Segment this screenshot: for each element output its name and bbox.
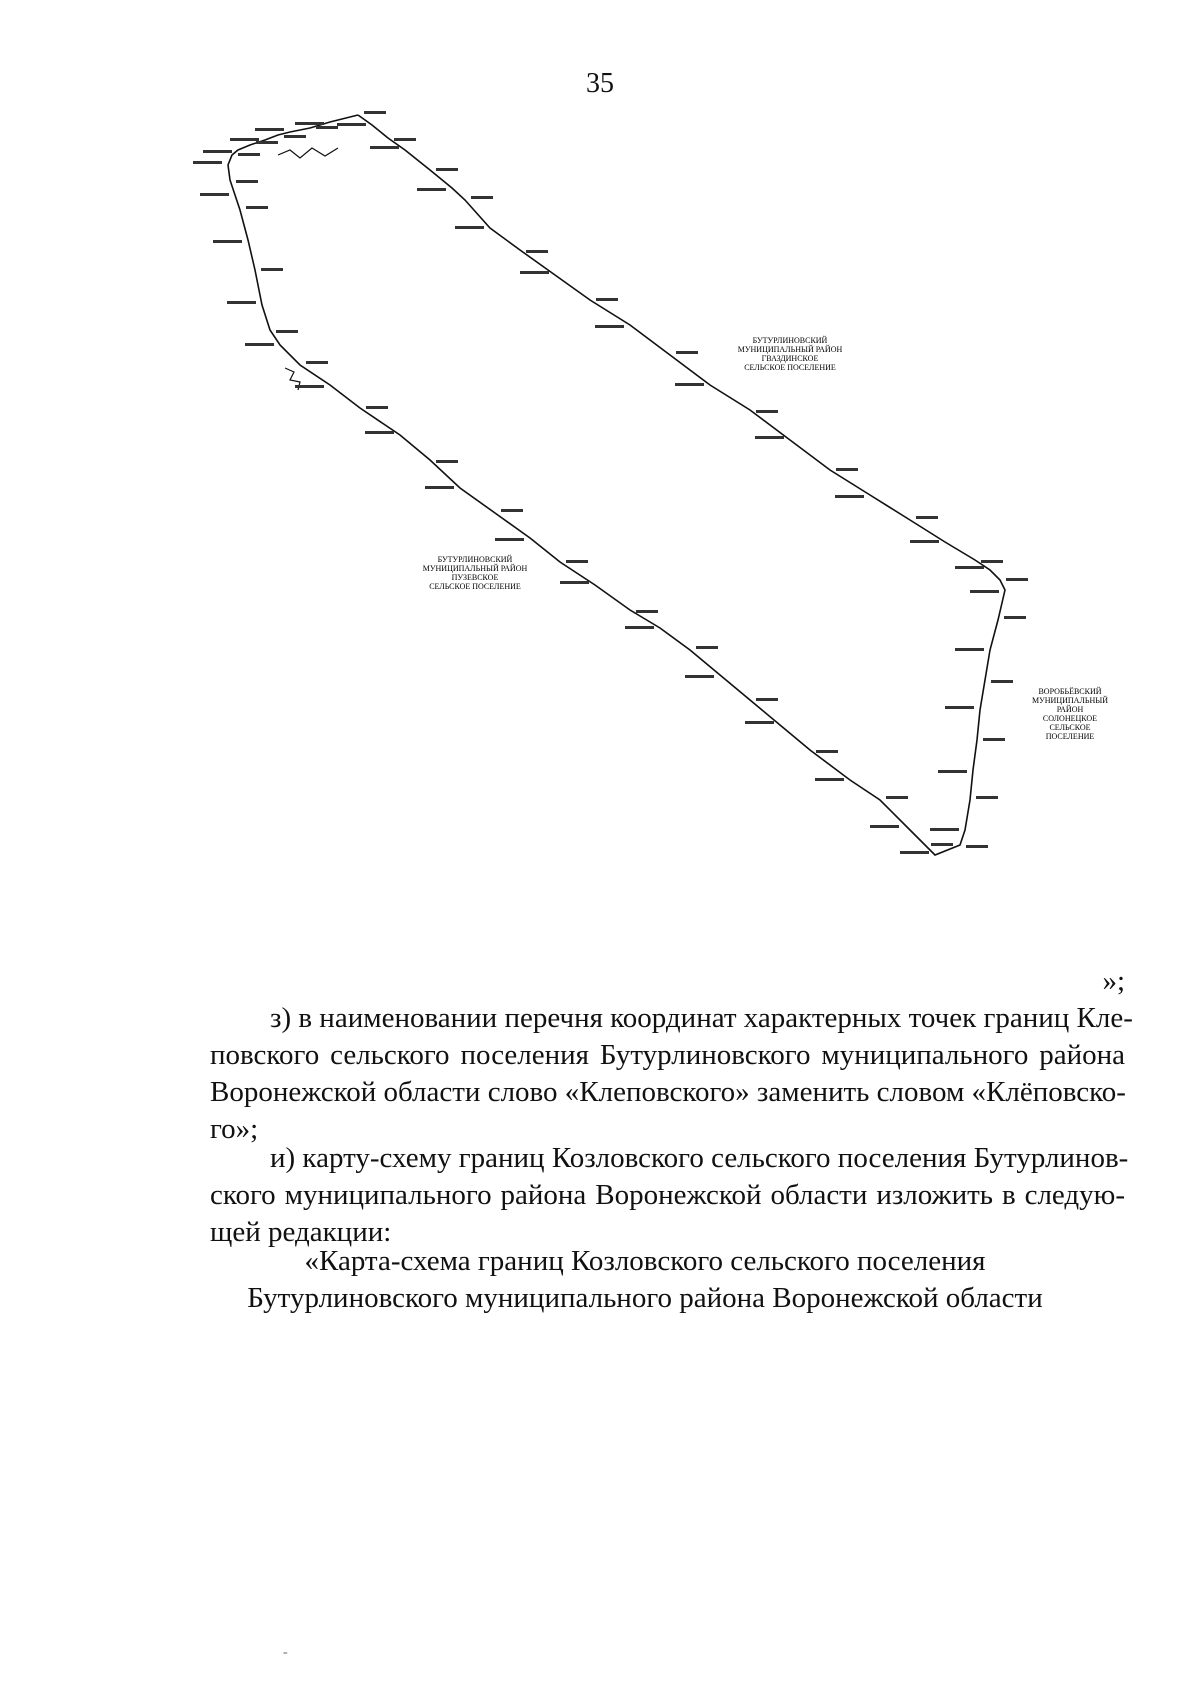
- boundary-zigzag: [278, 148, 338, 158]
- paragraph-line: Воронежской области слово «Клеповского» заменить словом «Клёповско-: [210, 1076, 1126, 1108]
- zone-label-line: СЕЛЬСКОЕ: [1049, 723, 1091, 732]
- point-label-mark: [566, 560, 588, 563]
- point-label-mark: [261, 268, 283, 271]
- zone-label-line: ГВАЗДИНСКОЕ: [761, 354, 819, 363]
- zone-label-line: СЕЛЬСКОЕ ПОСЕЛЕНИЕ: [429, 582, 521, 591]
- point-label-mark: [560, 581, 589, 584]
- point-label-mark: [755, 436, 784, 439]
- point-label-mark: [595, 325, 624, 328]
- point-label-mark: [213, 240, 242, 243]
- point-label-mark: [295, 385, 324, 388]
- closing-quote: »;: [1102, 965, 1125, 997]
- point-label-mark: [756, 698, 778, 701]
- zone-label-line: ПУЗЕВСКОЕ: [451, 573, 499, 582]
- point-label-mark: [306, 361, 328, 364]
- point-label-mark: [916, 516, 938, 519]
- point-label-mark: [636, 610, 658, 613]
- point-label-mark: [976, 796, 998, 799]
- point-label-mark: [745, 721, 774, 724]
- point-label-mark: [931, 843, 953, 846]
- point-label-mark: [337, 123, 366, 126]
- map-heading-line-1: «Карта-схема границ Козловского сельского поселения: [304, 1245, 986, 1277]
- point-label-mark: [596, 298, 618, 301]
- paragraph-line: и) карту-схему границ Козловского сельского поселения Бутурлинов-: [270, 1142, 1129, 1174]
- point-label-mark: [471, 196, 493, 199]
- point-label-mark: [193, 161, 222, 164]
- point-label-mark: [816, 750, 838, 753]
- paragraph-line: з) в наименовании перечня координат характерных точек границ Кле-: [270, 1002, 1133, 1034]
- point-label-mark: [696, 646, 718, 649]
- point-label-mark: [983, 738, 1005, 741]
- zone-label-line: РАЙОН: [1056, 705, 1084, 714]
- point-label-mark: [910, 540, 939, 543]
- point-label-mark: [238, 153, 260, 156]
- point-label-mark: [295, 122, 324, 125]
- point-label-mark: [991, 680, 1013, 683]
- point-label-mark: [685, 675, 714, 678]
- zone-label-line: ПОСЕЛЕНИЕ: [1045, 732, 1095, 741]
- point-label-mark: [955, 648, 984, 651]
- point-label-mark: [526, 250, 548, 253]
- point-label-mark: [930, 828, 959, 831]
- zone-label-solonetskoe: [1032, 687, 1108, 741]
- point-label-mark: [815, 778, 844, 781]
- paragraph-line: ского муниципального района Воронежской области изложить в следую-: [210, 1179, 1125, 1211]
- point-label-mark: [245, 343, 274, 346]
- paragraph-line: го»;: [210, 1113, 259, 1145]
- point-label-mark: [945, 706, 974, 709]
- point-label-mark: [246, 206, 268, 209]
- point-label-mark: [394, 138, 416, 141]
- point-label-mark: [495, 538, 524, 541]
- paragraph-line: повского сельского поселения Бутурлиновского муниципального района: [210, 1039, 1125, 1071]
- point-label-mark: [436, 168, 458, 171]
- footer-mark: -: [283, 1645, 288, 1660]
- zone-label-line: БУТУРЛИНОВСКИЙ: [437, 555, 513, 564]
- zone-label-line: СЕЛЬСКОЕ ПОСЕЛЕНИЕ: [744, 363, 836, 372]
- point-label-mark: [284, 135, 306, 138]
- zone-label-line: ВОРОБЬЁВСКИЙ: [1038, 687, 1102, 696]
- point-label-mark: [365, 431, 394, 434]
- point-label-mark: [236, 180, 258, 183]
- point-label-mark: [676, 351, 698, 354]
- point-label-mark: [835, 495, 864, 498]
- point-label-mark: [756, 410, 778, 413]
- map-heading-line-2: Бутурлиновского муниципального района Воронежской области: [247, 1282, 1043, 1314]
- point-label-mark: [227, 301, 256, 304]
- point-label-mark: [625, 626, 654, 629]
- point-label-mark: [970, 590, 999, 593]
- point-label-mark: [255, 128, 284, 131]
- point-label-mark: [501, 509, 523, 512]
- point-label-mark: [200, 193, 229, 196]
- paragraph-i: [210, 1140, 1129, 1251]
- page-number: 35: [586, 68, 614, 99]
- point-label-mark: [1006, 578, 1028, 581]
- point-label-mark: [455, 226, 484, 229]
- point-label-mark: [938, 770, 967, 773]
- point-label-mark: [425, 486, 454, 489]
- point-label-mark: [900, 851, 929, 854]
- point-labels: [193, 111, 1028, 854]
- point-label-mark: [981, 560, 1003, 563]
- point-label-mark: [675, 383, 704, 386]
- zone-label-line: МУНИЦИПАЛЬНЫЙ РАЙОН: [422, 564, 528, 573]
- paragraph-line: щей редакции:: [210, 1216, 392, 1248]
- zone-label-puzevskoe: [423, 555, 528, 591]
- point-label-mark: [417, 188, 446, 191]
- zone-label-line: МУНИЦИПАЛЬНЫЙ РАЙОН: [737, 345, 843, 354]
- boundary-map: [190, 110, 1160, 970]
- point-label-mark: [436, 460, 458, 463]
- point-label-mark: [955, 566, 984, 569]
- point-label-mark: [966, 845, 988, 848]
- paragraph-z: [210, 1000, 1133, 1148]
- point-label-mark: [316, 126, 338, 129]
- zone-label-line: БУТУРЛИНОВСКИЙ: [752, 336, 828, 345]
- point-label-mark: [1004, 616, 1026, 619]
- zone-label-line: МУНИЦИПАЛЬНЫЙ: [1032, 696, 1108, 705]
- point-label-mark: [203, 150, 232, 153]
- point-label-mark: [256, 141, 278, 144]
- point-label-mark: [370, 146, 399, 149]
- point-label-mark: [870, 825, 899, 828]
- boundary-map-svg: [190, 110, 1160, 970]
- point-label-mark: [520, 271, 549, 274]
- point-label-mark: [886, 796, 908, 799]
- point-label-mark: [230, 138, 259, 141]
- point-label-mark: [836, 468, 858, 471]
- zone-label-line: СОЛОНЕЦКОЕ: [1042, 714, 1098, 723]
- point-label-mark: [276, 330, 298, 333]
- settlement-boundary-line: [228, 115, 1005, 855]
- zone-label-gvazdinskoe: [738, 336, 843, 372]
- point-label-mark: [364, 111, 386, 114]
- point-label-mark: [366, 406, 388, 409]
